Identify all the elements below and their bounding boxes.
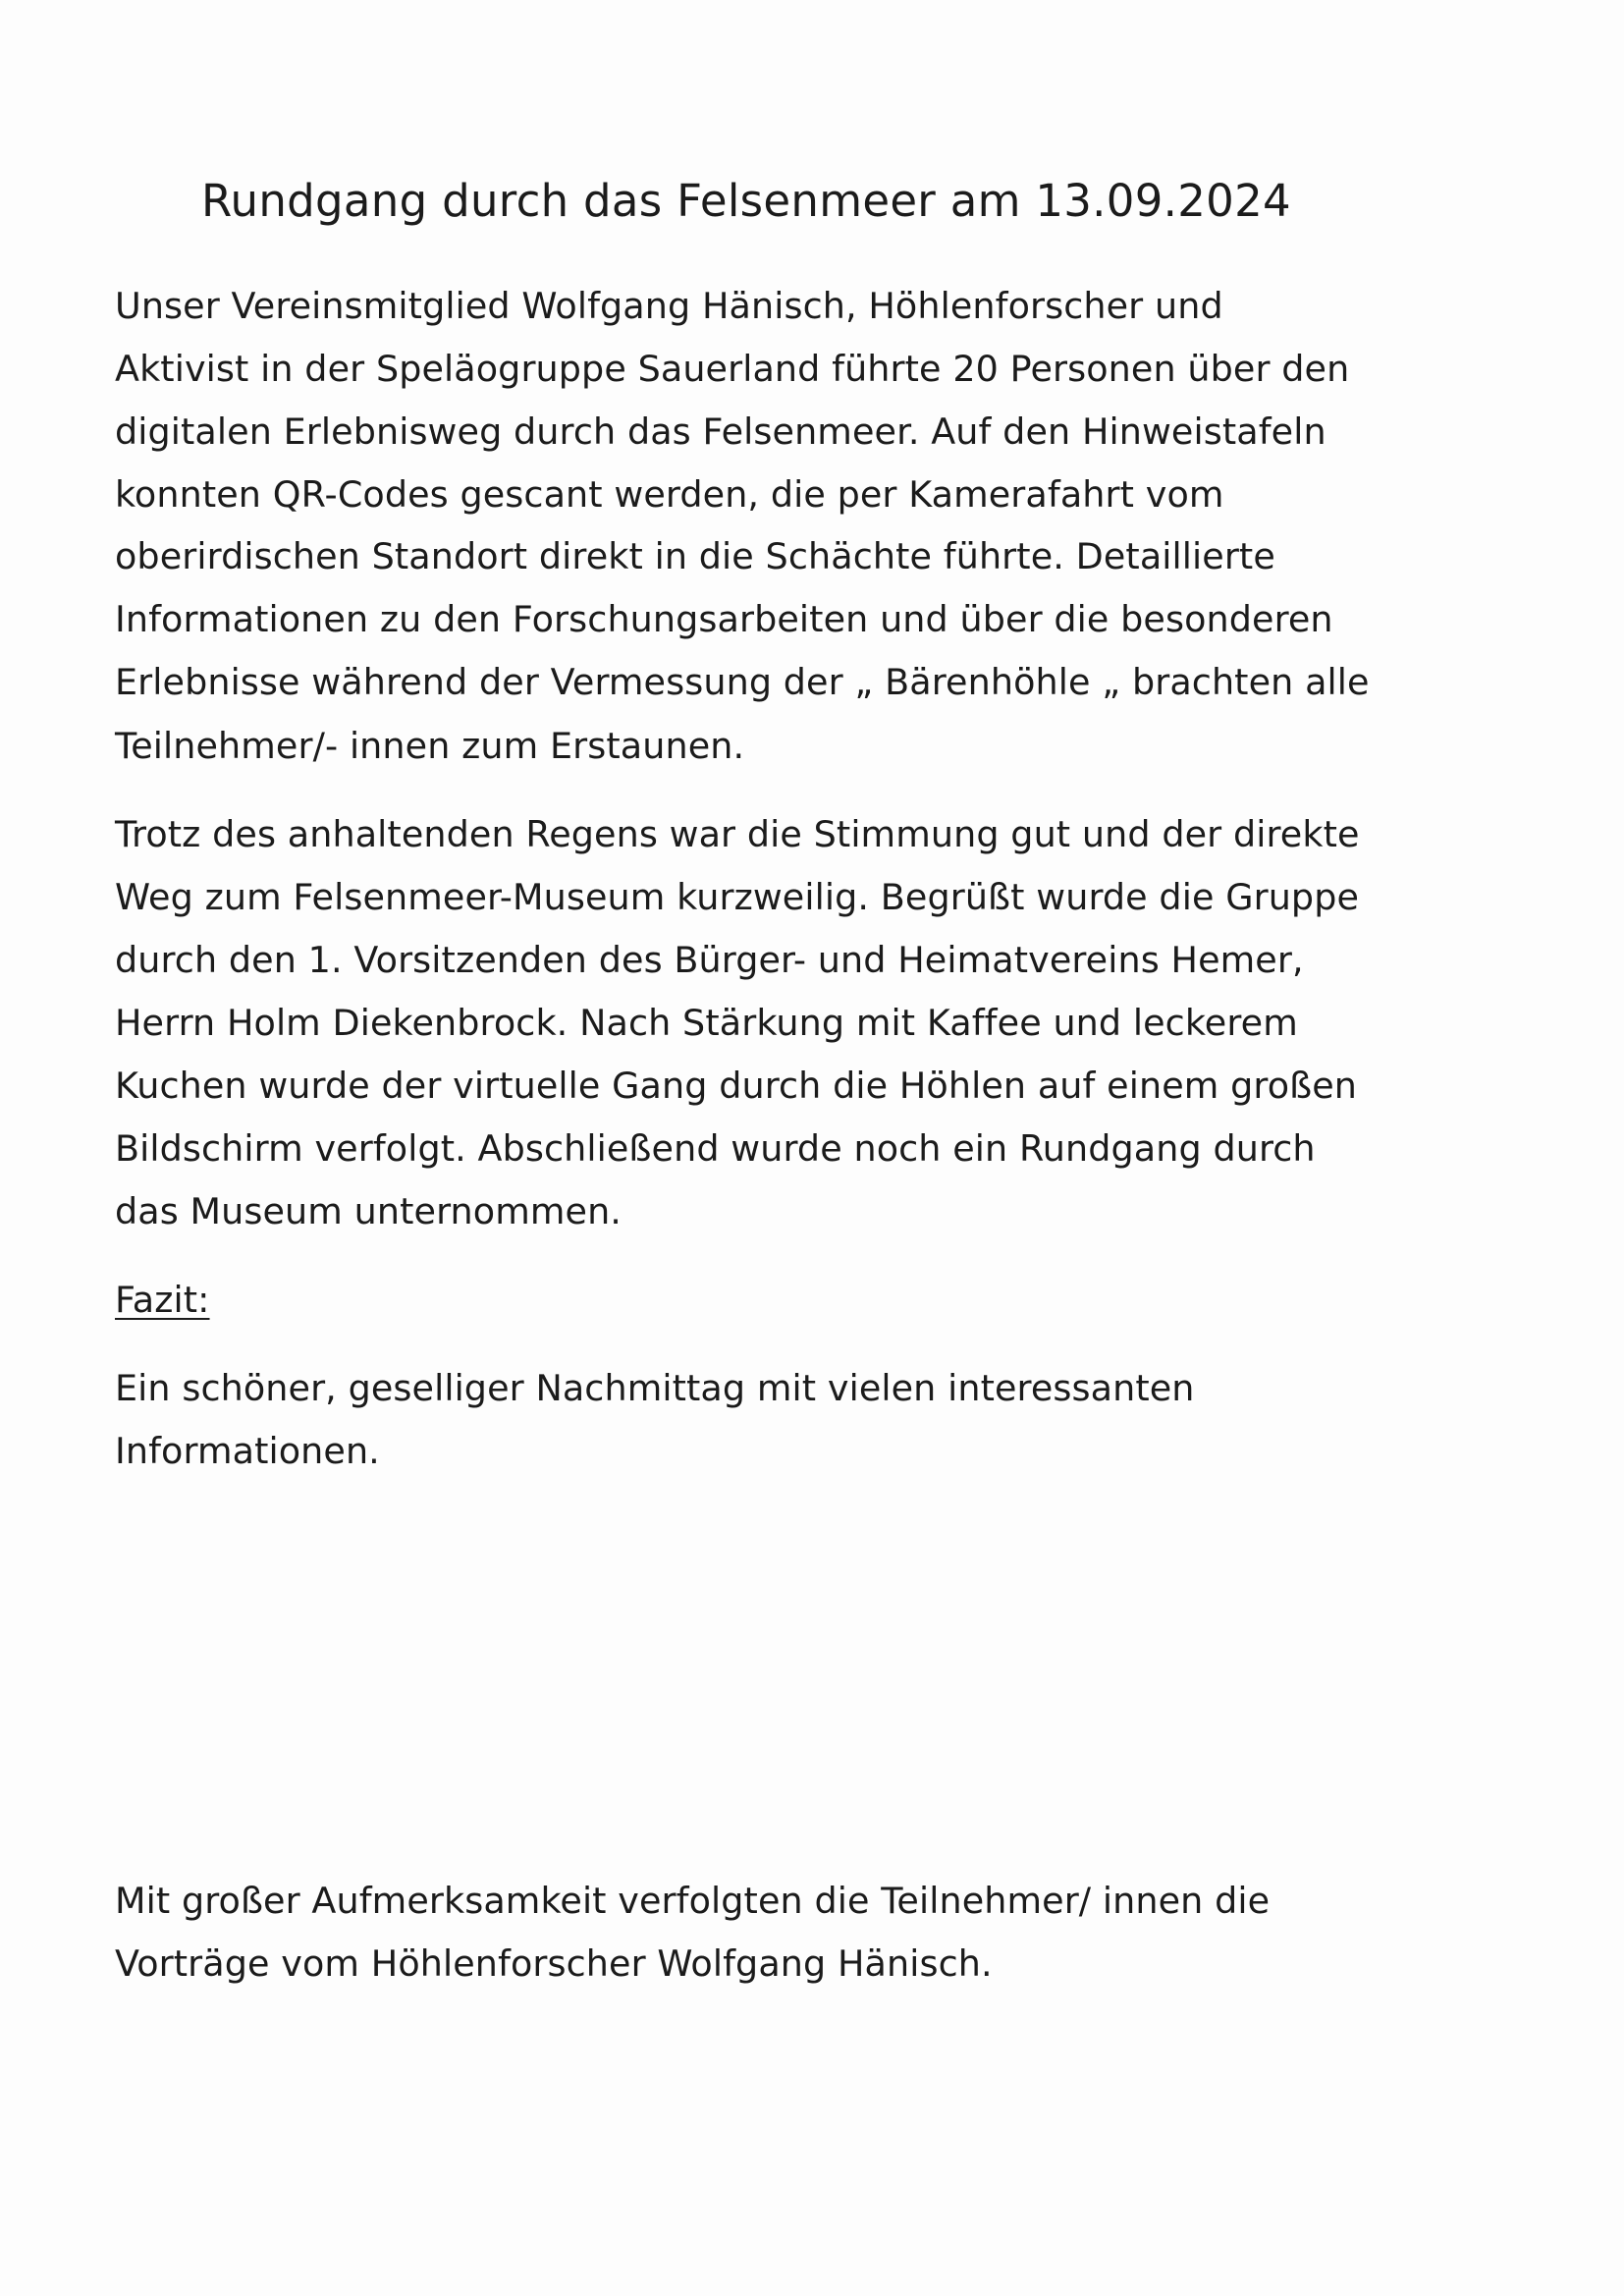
photo-caption-line: Vorträge vom Höhlenforscher Wolfgang Hänisch. xyxy=(115,1942,993,1985)
fazit-line: Informationen. xyxy=(115,1430,380,1472)
paragraph-1-line: konnten QR-Codes gescant werden, die per Kamerafahrt vom xyxy=(115,473,1224,516)
paragraph-2-line: Herrn Holm Diekenbrock. Nach Stärkung mit Kaffee und leckerem xyxy=(115,1002,1298,1044)
paragraph-1-line: digitalen Erlebnisweg durch das Felsenmeer. Auf den Hinweistafeln xyxy=(115,410,1326,453)
photo-caption-line: Mit großer Aufmerksamkeit verfolgten die Teilnehmer/ innen die xyxy=(115,1880,1271,1922)
paragraph-1-line: Erlebnisse während der Vermessung der „ Bärenhöhle „ brachten alle xyxy=(115,661,1370,703)
paragraph-2-line: Weg zum Felsenmeer-Museum kurzweilig. Begrüßt wurde die Gruppe xyxy=(115,876,1360,918)
fazit-heading: Fazit: xyxy=(115,1279,210,1321)
paragraph-2-line: Kuchen wurde der virtuelle Gang durch die Höhlen auf einem großen xyxy=(115,1065,1358,1107)
paragraph-1-line: Informationen zu den Forschungsarbeiten und über die besonderen xyxy=(115,598,1333,640)
paragraph-1-line: Unser Vereinsmitglied Wolfgang Hänisch, Höhlenforscher und xyxy=(115,285,1223,327)
paragraph-1-line: Teilnehmer/- innen zum Erstaunen. xyxy=(115,725,745,767)
paragraph-2-line: Bildschirm verfolgt. Abschließend wurde noch ein Rundgang durch xyxy=(115,1127,1316,1170)
paragraph-1-line: oberirdischen Standort direkt in die Schächte führte. Detaillierte xyxy=(115,535,1275,577)
paragraph-2-line: Trotz des anhaltenden Regens war die Stimmung gut und der direkte xyxy=(115,813,1360,855)
fazit-line: Ein schöner, geselliger Nachmittag mit vielen interessanten xyxy=(115,1367,1195,1409)
paragraph-1-line: Aktivist in der Speläogruppe Sauerland führte 20 Personen über den xyxy=(115,348,1350,390)
paragraph-2-line: das Museum unternommen. xyxy=(115,1190,623,1232)
document-title: Rundgang durch das Felsenmeer am 13.09.2024 xyxy=(201,175,1291,227)
paragraph-2-line: durch den 1. Vorsitzenden des Bürger- und Heimatvereins Hemer, xyxy=(115,939,1304,981)
